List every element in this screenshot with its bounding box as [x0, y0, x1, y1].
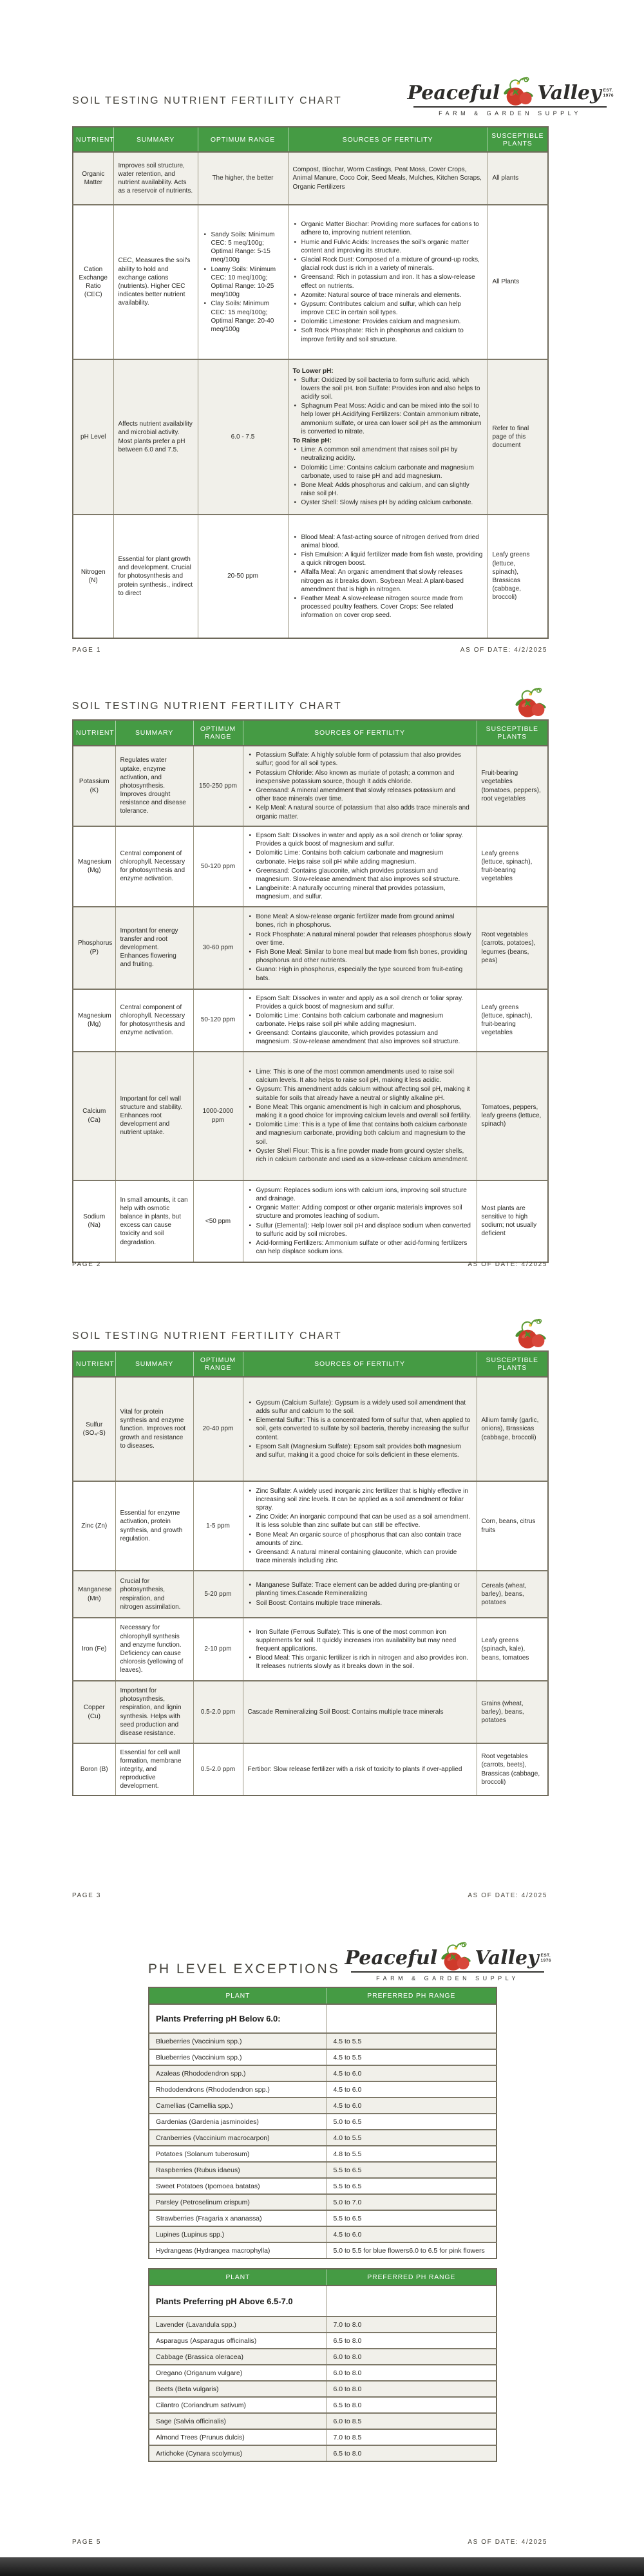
- ph-range-cell: 5.0 to 7.0: [327, 2194, 497, 2210]
- ph-range-cell: 5.5 to 6.5: [327, 2178, 497, 2194]
- column-header: PLANT: [149, 1987, 327, 2004]
- range-bullet: • Sandy Soils: Minimum CEC: 5 meq/100g; Optimal Range: 5-15 meq/100g: [203, 231, 283, 265]
- source-bullet: • Bone Meal: This organic amendment is high in calcium and phosphorus, making it a good choice for improving calcium levels and overall soil fertility.: [248, 1103, 472, 1120]
- column-header: SUMMARY: [113, 127, 198, 152]
- ph-range-cell: 6.5 to 8.0: [327, 2333, 497, 2349]
- plant-cell: Blueberries (Vaccinium spp.): [149, 2033, 327, 2049]
- column-header: PREFERRED PH RANGE: [327, 1987, 497, 2004]
- source-bullet: • Epsom Salt: Dissolves in water and apply as a soil drench or foliar spray. Provides a quick boost of magnesium and sulfur.: [248, 994, 472, 1011]
- table-row: [73, 907, 548, 989]
- column-header: SOURCES OF FERTILITY: [288, 127, 488, 152]
- page-title: SOIL TESTING NUTRIENT FERTILITY CHART: [72, 701, 342, 712]
- source-bullet: • Greensand: A mineral amendment that slowly releases potassium and other trace minerals over time.: [248, 786, 472, 803]
- table-header-row: [149, 1987, 497, 2004]
- section-row: [149, 2004, 497, 2033]
- table-row: [149, 2242, 497, 2259]
- page-title: SOIL TESTING NUTRIENT FERTILITY CHART: [72, 1331, 342, 1341]
- summary-cell: Essential for cell wall formation, membrane integrity, and reproductive development.: [115, 1743, 193, 1795]
- column-header: NUTRIENT: [73, 1351, 115, 1377]
- source-bullet: • Dolomitic Lime: Contains both calcium carbonate and magnesium carbonate. Helps raise soil pH while adding magnesium.: [248, 1012, 472, 1028]
- table-row: [73, 1377, 548, 1481]
- table-row: [149, 2194, 497, 2210]
- source-bullet: • Kelp Meal: A natural source of potassium that also adds trace minerals and organic matter.: [248, 804, 472, 820]
- table-row: [149, 2146, 497, 2162]
- table-row: [149, 2081, 497, 2098]
- plant-cell: Lupines (Lupinus spp.): [149, 2226, 327, 2242]
- nutrient-cell: Zinc (Zn): [73, 1481, 115, 1571]
- table-row: [149, 2065, 497, 2081]
- table-header-row: [73, 1351, 548, 1377]
- tomato-icon: [500, 75, 536, 107]
- table-row: [149, 2365, 497, 2381]
- column-header: NUTRIENT: [73, 127, 113, 152]
- nutrient-cell: Organic Matter: [73, 152, 113, 205]
- sources-subheading: To Raise pH:: [292, 437, 332, 444]
- source-bullet: • Sulfur: Oxidized by soil bacteria to form sulfuric acid, which lowers the soil pH. Iron Sulfate: Provides iron and also helps to acidify soil.: [293, 376, 483, 402]
- table-row: [73, 1052, 548, 1180]
- page-number: PAGE 3: [72, 1892, 101, 1899]
- as-of-date: AS OF DATE: 4/2/2025: [460, 647, 547, 654]
- summary-cell: Essential for enzyme activation, protein synthesis, and growth regulation.: [115, 1481, 193, 1571]
- optimum-range-cell: <50 ppm: [193, 1180, 243, 1262]
- source-bullet: • Greensand: Contains glauconite, which provides potassium and magnesium. Slow-release amendment that also improves soil structure.: [248, 1029, 472, 1046]
- table-row: [73, 515, 548, 638]
- susceptible-cell: Leafy greens (lettuce, spinach), Brassicas (cabbage, broccoli): [488, 515, 548, 638]
- susceptible-cell: Cereals (wheat, barley), beans, potatoes: [477, 1571, 548, 1618]
- sources-text: Cascade Remineralizing Soil Boost: Contains multiple trace minerals: [247, 1708, 444, 1716]
- optimum-range-cell: 50-120 ppm: [193, 989, 243, 1052]
- logo-word-valley: Valley: [537, 82, 601, 104]
- as-of-date: AS OF DATE: 4/2025: [468, 1261, 547, 1268]
- source-bullet: • Dolomitic Lime: Contains both calcium carbonate and magnesium carbonate. Helps raise soil pH while adding magnesium.: [248, 849, 472, 866]
- source-bullet: • Manganese Sulfate: Trace element can be added during pre-planting or planting times.Cascade Remineralizing: [248, 1581, 472, 1598]
- section-title: Plants Preferring pH Above 6.5-7.0: [149, 2286, 327, 2316]
- susceptible-cell: Root vegetables (carrots, potatoes), legumes (beans, peas): [477, 907, 548, 989]
- plant-cell: Camellias (Camellia spp.): [149, 2098, 327, 2114]
- page-number: PAGE 5: [72, 2539, 101, 2546]
- table-row: [73, 1571, 548, 1618]
- nutrient-cell: Calcium (Ca): [73, 1052, 115, 1180]
- source-bullet: • Elemental Sulfur: This is a concentrated form of sulfur that, when applied to soil, gets converted to sulfate by soil bacteria, thereby increasing the sulfur content.: [248, 1416, 472, 1442]
- plant-cell: Rhododendrons (Rhododendron spp.): [149, 2081, 327, 2098]
- source-bullet: • Epsom Salt: Dissolves in water and apply as a soil drench or foliar spray. Provides a quick boost of magnesium and sulfur.: [248, 831, 472, 848]
- tomato-icon: [438, 1940, 474, 1972]
- ph-range-cell: 7.0 to 8.5: [327, 2429, 497, 2445]
- susceptible-cell: Leafy greens (lettuce, spinach), fruit-bearing vegetables: [477, 826, 548, 907]
- summary-cell: In small amounts, it can help with osmotic balance in plants, but excess can cause toxicity and soil degradation.: [115, 1180, 193, 1262]
- summary-cell: Crucial for photosynthesis, respiration, and nitrogen assimilation.: [115, 1571, 193, 1618]
- plant-cell: Sage (Salvia officinalis): [149, 2413, 327, 2429]
- table-row: [73, 359, 548, 515]
- sources-text: Compost, Biochar, Worm Castings, Peat Moss, Cover Crops, Animal Manure, Coco Coir, Seed Meals, Mulches, Kitchen Scraps, Organic Fertilizers: [292, 166, 482, 191]
- sources-cell: [243, 1618, 477, 1681]
- source-bullet: • Gypsum: This amendment adds calcium without affecting soil pH, making it suitable for soils that already have a neutral or slightly alkaline pH.: [248, 1085, 472, 1102]
- table-row: [73, 1618, 548, 1681]
- source-bullet: • Oyster Shell Flour: This is a fine powder made from ground oyster shells, rich in calcium carbonate and used as a slow-release calcium amendment.: [248, 1147, 472, 1164]
- nutrient-cell: Manganese (Mn): [73, 1571, 115, 1618]
- logo-est-text: EST. 1976: [540, 1953, 551, 1963]
- plant-cell: Azaleas (Rhododendron spp.): [149, 2065, 327, 2081]
- ph-table-below-6: [148, 1987, 497, 2259]
- ph-range-cell: 5.5 to 6.5: [327, 2162, 497, 2178]
- plant-cell: Cranberries (Vaccinium macrocarpon): [149, 2130, 327, 2146]
- optimum-range-cell: 5-20 ppm: [193, 1571, 243, 1618]
- source-bullet: • Bone Meal: An organic source of phosphorus that can also contain trace amounts of zinc.: [248, 1531, 472, 1548]
- plant-cell: Artichoke (Cynara scolymus): [149, 2445, 327, 2461]
- source-bullet: • Bone Meal: Adds phosphorus and calcium, and can slightly raise soil pH.: [293, 481, 483, 498]
- sources-subheading: To Lower pH:: [292, 367, 334, 375]
- nutrient-cell: Magnesium (Mg): [73, 826, 115, 907]
- source-bullet: • Gypsum: Replaces sodium ions with calcium ions, improving soil structure and drainage.: [248, 1186, 472, 1203]
- susceptible-cell: Fruit-bearing vegetables (tomatoes, peppers), root vegetables: [477, 746, 548, 826]
- logo-wordmark: [407, 82, 614, 104]
- source-bullet: • Dolomitic Lime: This is a type of lime that contains both calcium carbonate and magnesium carbonate, providing both calcium and magnesium to the soil.: [248, 1121, 472, 1146]
- column-header: SOURCES OF FERTILITY: [243, 1351, 477, 1377]
- column-header: SUMMARY: [115, 720, 193, 746]
- source-bullet: • Greensand: Rich in potassium and iron. It has a slow-release effect on nutrients.: [293, 273, 483, 290]
- table-row: [149, 2397, 497, 2413]
- table-row: [73, 205, 548, 359]
- sources-cell: [288, 152, 488, 205]
- nutrient-table-page-2: [72, 719, 549, 1263]
- ph-range-cell: 4.5 to 5.5: [327, 2033, 497, 2049]
- page-number: PAGE 1: [72, 647, 101, 654]
- table-row: [149, 2049, 497, 2065]
- source-bullet: • Potassium Sulfate: A highly soluble form of potassium that also provides sulfur; good for all soil types.: [248, 751, 472, 768]
- column-header: PREFERRED PH RANGE: [327, 2269, 497, 2286]
- logo-word-valley: Valley: [475, 1947, 539, 1969]
- sources-cell: [288, 205, 488, 359]
- plant-cell: Oregano (Origanum vulgare): [149, 2365, 327, 2381]
- plant-cell: Potatoes (Solanum tuberosum): [149, 2146, 327, 2162]
- plant-cell: Lavender (Lavandula spp.): [149, 2316, 327, 2333]
- nutrient-cell: Copper (Cu): [73, 1681, 115, 1743]
- table-row: [149, 2445, 497, 2461]
- nutrient-cell: Cation Exchange Ratio (CEC): [73, 205, 113, 359]
- source-bullet: • Soft Rock Phosphate: Rich in phosphorus and calcium to improve fertility and soil structure.: [293, 327, 483, 343]
- column-header: NUTRIENT: [73, 720, 115, 746]
- source-bullet: • Iron Sulfate (Ferrous Sulfate): This is one of the most common iron supplements for soil. It quickly increases iron availability but may need frequent applications.: [248, 1628, 472, 1654]
- sources-cell: [243, 989, 477, 1052]
- table-row: [149, 2098, 497, 2114]
- source-bullet: • Soil Boost: Contains multiple trace minerals.: [248, 1599, 472, 1607]
- source-bullet: • Lime: A common soil amendment that raises soil pH by neutralizing acidity.: [293, 446, 483, 462]
- nutrient-cell: Iron (Fe): [73, 1618, 115, 1681]
- source-bullet: • Greensand: Contains glauconite, which provides potassium and magnesium. Slow-release amendment that also improves soil structure.: [248, 867, 472, 884]
- optimum-range-cell: The higher, the better: [198, 152, 288, 205]
- table-row: [149, 2349, 497, 2365]
- ph-range-cell: 5.0 to 5.5 for blue flowers6.0 to 6.5 for pink flowers: [327, 2242, 497, 2259]
- plant-cell: Strawberries (Fragaria x ananassa): [149, 2210, 327, 2226]
- logo-est-text: EST. 1976: [603, 88, 614, 98]
- table-row: [149, 2114, 497, 2130]
- sources-cell: [243, 1743, 477, 1795]
- column-header: OPTIMUM RANGE: [193, 720, 243, 746]
- ph-range-cell: 6.0 to 8.5: [327, 2413, 497, 2429]
- plant-cell: Raspberries (Rubus idaeus): [149, 2162, 327, 2178]
- summary-cell: Central component of chlorophyll. Necessary for photosynthesis and enzyme activation.: [115, 989, 193, 1052]
- table-row: [149, 2316, 497, 2333]
- tomato-icon: [512, 1316, 549, 1350]
- logo-word-peaceful: Peaceful: [407, 82, 500, 104]
- nutrient-cell: Magnesium (Mg): [73, 989, 115, 1052]
- nutrient-cell: Phosphorus (P): [73, 907, 115, 989]
- ph-range-cell: 5.5 to 6.5: [327, 2210, 497, 2226]
- optimum-range-cell: [198, 205, 288, 359]
- source-bullet: • Potassium Chloride: Also known as muriate of potash; a common and inexpensive potassium source, though it adds chloride.: [248, 769, 472, 786]
- plant-cell: Cabbage (Brassica oleracea): [149, 2349, 327, 2365]
- susceptible-cell: Corn, beans, citrus fruits: [477, 1481, 548, 1571]
- table-row: [73, 152, 548, 205]
- susceptible-cell: Leafy greens (spinach, kale), beans, tomatoes: [477, 1618, 548, 1681]
- ph-table: [148, 2268, 497, 2462]
- ph-range-cell: 6.5 to 8.0: [327, 2445, 497, 2461]
- sources-cell: [243, 1052, 477, 1180]
- logo-tagline: FARM & GARDEN SUPPLY: [439, 110, 582, 117]
- plant-cell: Parsley (Petroselinum crispum): [149, 2194, 327, 2210]
- source-bullet: • Blood Meal: A fast-acting source of nitrogen derived from dried animal blood.: [293, 533, 483, 550]
- section-title: Plants Preferring pH Below 6.0:: [149, 2004, 327, 2033]
- table-row: [73, 1481, 548, 1571]
- ph-range-cell: 4.5 to 6.0: [327, 2081, 497, 2098]
- as-of-date: AS OF DATE: 4/2025: [468, 2539, 547, 2546]
- ph-range-cell: 7.0 to 8.0: [327, 2316, 497, 2333]
- source-bullet: • Organic Matter Biochar: Providing more surfaces for cations to adhere to, improving nutrient retention.: [293, 220, 483, 237]
- table-row: [73, 1681, 548, 1743]
- ph-range-cell: 6.5 to 8.0: [327, 2397, 497, 2413]
- nutrient-cell: Nitrogen (N): [73, 515, 113, 638]
- column-header: SUSCEPTIBLE PLANTS: [477, 1351, 548, 1377]
- source-bullet: • Dolomitic Lime: Contains calcium carbonate and magnesium carbonate, used to raise pH and add magnesium.: [293, 464, 483, 480]
- source-bullet: • Oyster Shell: Slowly raises pH by adding calcium carbonate.: [293, 498, 483, 507]
- ph-range-cell: 6.0 to 8.0: [327, 2349, 497, 2365]
- nutrient-table: [72, 1350, 549, 1796]
- ph-table: [148, 1987, 497, 2259]
- peaceful-valley-logo: [345, 1947, 551, 1982]
- source-bullet: • Sulfur (Elemental): Help lower soil pH and displace sodium when converted to sulfuric acid by soil microbes.: [248, 1222, 472, 1238]
- table-row: [149, 2381, 497, 2397]
- summary-cell: Improves soil structure, water retention, and nutrient availability. Acts as a reservoir of nutrients.: [113, 152, 198, 205]
- source-bullet: • Sphagnum Peat Moss: Acidic and can be mixed into the soil to help lower pH.Acidifying Fertilizers: Contain ammonium nitrate, ammonium sulfate, or urea can lower soil pH as the ammonium is converted to nitrate.: [293, 402, 483, 436]
- range-bullet: • Loamy Soils: Minimum CEC: 10 meq/100g; Optimal Range: 10-25 meq/100g: [203, 265, 283, 299]
- source-bullet: • Lime: This is one of the most common amendments used to raise soil calcium levels. It also helps to raise soil pH, making it less acidic.: [248, 1068, 472, 1084]
- source-bullet: • Gypsum (Calcium Sulfate): Gypsum is a widely used soil amendment that adds sulfur and calcium to the soil.: [248, 1399, 472, 1416]
- optimum-range-cell: 0.5-2.0 ppm: [193, 1681, 243, 1743]
- nutrient-cell: Sodium (Na): [73, 1180, 115, 1262]
- table-header-row: [73, 720, 548, 746]
- table-row: [149, 2033, 497, 2049]
- source-bullet: • Guano: High in phosphorus, especially the type sourced from fruit-eating bats.: [248, 965, 472, 982]
- summary-cell: Important for cell wall structure and stability. Enhances root development and nutrient uptake.: [115, 1052, 193, 1180]
- column-header: SOURCES OF FERTILITY: [243, 720, 477, 746]
- logo-wordmark: [345, 1947, 551, 1969]
- column-header: SUSCEPTIBLE PLANTS: [477, 720, 548, 746]
- source-bullet: • Feather Meal: A slow-release nitrogen source made from processed poultry feathers. Cover Crops: See related information on cover crop seed.: [293, 594, 483, 620]
- susceptible-cell: All plants: [488, 152, 548, 205]
- source-bullet: • Azomite: Natural source of trace minerals and elements.: [293, 291, 483, 299]
- susceptible-cell: Leafy greens (lettuce, spinach), fruit-bearing vegetables: [477, 989, 548, 1052]
- summary-cell: CEC, Measures the soil's ability to hold and exchange cations (nutrients). Higher CEC indicates better nutrient availability.: [113, 205, 198, 359]
- source-bullet: • Glacial Rock Dust: Composed of a mixture of ground-up rocks, glacial rock dust is rich in a variety of minerals.: [293, 256, 483, 272]
- table-row: [73, 826, 548, 907]
- summary-cell: Regulates water uptake, enzyme activation, and photosynthesis. Improves drought resistance and disease tolerance.: [115, 746, 193, 826]
- summary-cell: Affects nutrient availability and microbial activity. Most plants prefer a pH between 6.0 and 7.5.: [113, 359, 198, 515]
- ph-range-cell: 4.5 to 6.0: [327, 2226, 497, 2242]
- column-header: PLANT: [149, 2269, 327, 2286]
- source-bullet: • Gypsum: Contributes calcium and sulfur, which can help improve CEC in certain soil types.: [293, 300, 483, 317]
- source-bullet: • Bone Meal: A slow-release organic fertilizer made from ground animal bones, rich in phosphorus.: [248, 913, 472, 929]
- susceptible-cell: Refer to final page of this document: [488, 359, 548, 515]
- as-of-date: AS OF DATE: 4/2025: [468, 1892, 547, 1899]
- sources-cell: [243, 1681, 477, 1743]
- plant-cell: Cilantro (Coriandrum sativum): [149, 2397, 327, 2413]
- susceptible-cell: Tomatoes, peppers, leafy greens (lettuce, spinach): [477, 1052, 548, 1180]
- peaceful-valley-logo: [407, 82, 614, 117]
- plant-cell: Gardenias (Gardenia jasminoides): [149, 2114, 327, 2130]
- susceptible-cell: Most plants are sensitive to high sodium; not usually deficient: [477, 1180, 548, 1262]
- column-header: SUMMARY: [115, 1351, 193, 1377]
- susceptible-cell: All Plants: [488, 205, 548, 359]
- table-row: [149, 2333, 497, 2349]
- sources-cell: [243, 1180, 477, 1262]
- source-bullet: • Fish Bone Meal: Similar to bone meal but made from fish bones, providing phosphorus and other nutrients.: [248, 948, 472, 965]
- page-title: PH LEVEL EXCEPTIONS: [148, 1962, 340, 1976]
- sources-cell: [243, 1571, 477, 1618]
- source-bullet: • Dolomitic Limestone: Provides calcium and magnesium.: [293, 317, 483, 326]
- section-empty-cell: [327, 2286, 497, 2316]
- optimum-range-cell: 150-250 ppm: [193, 746, 243, 826]
- optimum-range-cell: 20-40 ppm: [193, 1377, 243, 1481]
- ph-range-cell: 4.5 to 6.0: [327, 2065, 497, 2081]
- plant-cell: Blueberries (Vaccinium spp.): [149, 2049, 327, 2065]
- optimum-range-cell: 0.5-2.0 ppm: [193, 1743, 243, 1795]
- sources-cell: [288, 359, 488, 515]
- summary-cell: Necessary for chlorophyll synthesis and enzyme function. Deficiency can cause chlorosis (yellowing of leaves).: [115, 1618, 193, 1681]
- ph-range-cell: 4.8 to 5.5: [327, 2146, 497, 2162]
- nutrient-cell: Sulfur (SO₄-S): [73, 1377, 115, 1481]
- nutrient-table: [72, 126, 549, 639]
- table-row: [73, 746, 548, 826]
- section-empty-cell: [327, 2004, 497, 2033]
- susceptible-cell: Grains (wheat, barley), beans, potatoes: [477, 1681, 548, 1743]
- source-bullet: • Alfalfa Meal: An organic amendment that slowly releases nitrogen as it breaks down. Soybean Meal: A plant-based amendment that is high in nitrogen.: [293, 568, 483, 594]
- column-header: OPTIMUM RANGE: [198, 127, 288, 152]
- ph-range-cell: 4.0 to 5.5: [327, 2130, 497, 2146]
- window-bottom-edge: [0, 2557, 644, 2576]
- source-bullet: • Organic Matter: Adding compost or other organic materials improves soil structure and promotes leaching of sodium.: [248, 1204, 472, 1220]
- susceptible-cell: Root vegetables (carrots, beets), Brassicas (cabbage, broccoli): [477, 1743, 548, 1795]
- source-bullet: • Zinc Oxide: An inorganic compound that can be used as a soil amendment. It is less soluble than zinc sulfate but can still be effective.: [248, 1513, 472, 1530]
- optimum-range-cell: 30-60 ppm: [193, 907, 243, 989]
- summary-cell: Important for photosynthesis, respiration, and lignin synthesis. Helps with seed production and disease resistance.: [115, 1681, 193, 1743]
- tomato-icon: [512, 685, 549, 719]
- summary-cell: Central component of chlorophyll. Necessary for photosynthesis and enzyme activation.: [115, 826, 193, 907]
- optimum-range-cell: 1000-2000 ppm: [193, 1052, 243, 1180]
- summary-cell: Important for energy transfer and root development. Enhances flowering and fruiting.: [115, 907, 193, 989]
- sources-cell: [243, 746, 477, 826]
- table-header-row: [73, 127, 548, 152]
- table-header-row: [149, 2269, 497, 2286]
- source-bullet: • Rock Phosphate: A natural mineral powder that releases phosphorus slowly over time.: [248, 931, 472, 947]
- source-bullet: • Humic and Fulvic Acids: Increases the soil's organic matter content and improving its structure.: [293, 238, 483, 255]
- nutrient-cell: Boron (B): [73, 1743, 115, 1795]
- optimum-range-cell: 20-50 ppm: [198, 515, 288, 638]
- source-bullet: • Zinc Sulfate: A widely used inorganic zinc fertilizer that is highly effective in increasing soil zinc levels. It can be applied as a soil amendment or foliar spray.: [248, 1487, 472, 1513]
- plant-cell: Beets (Beta vulgaris): [149, 2381, 327, 2397]
- nutrient-table: [72, 719, 549, 1263]
- column-header: SUSCEPTIBLE PLANTS: [488, 127, 548, 152]
- source-bullet: • Fish Emulsion: A liquid fertilizer made from fish waste, providing a quick nitrogen boost.: [293, 551, 483, 567]
- sources-text: Fertibor: Slow release fertilizer with a risk of toxicity to plants if over-applied: [247, 1765, 462, 1773]
- source-bullet: • Acid-forming Fertilizers: Ammonium sulfate or other acid-forming fertilizers can help displace sodium ions.: [248, 1239, 472, 1256]
- page-number: PAGE 2: [72, 1261, 101, 1268]
- plant-cell: Sweet Potatoes (Ipomoea batatas): [149, 2178, 327, 2194]
- source-bullet: • Langbeinite: A naturally occurring mineral that provides potassium, magnesium, and sulfur.: [248, 884, 472, 901]
- nutrient-cell: Potassium (K): [73, 746, 115, 826]
- table-row: [149, 2178, 497, 2194]
- sources-cell: [288, 515, 488, 638]
- sources-cell: [243, 907, 477, 989]
- nutrient-table-page-3: [72, 1350, 549, 1796]
- summary-cell: Essential for plant growth and development. Crucial for photosynthesis and protein synthesis., indirect to direct: [113, 515, 198, 638]
- ph-table-above-6-5: [148, 2268, 497, 2462]
- source-bullet: • Blood Meal: This organic fertilizer is rich in nitrogen and also provides iron. It releases nutrients slowly as it breaks down in the soil.: [248, 1654, 472, 1671]
- sources-cell: [243, 826, 477, 907]
- page-title: SOIL TESTING NUTRIENT FERTILITY CHART: [72, 95, 342, 106]
- table-row: [149, 2413, 497, 2429]
- table-row: [149, 2226, 497, 2242]
- source-bullet: • Greensand: A natural mineral containing glauconite, which can provide trace minerals including zinc.: [248, 1548, 472, 1565]
- ph-range-cell: 4.5 to 5.5: [327, 2049, 497, 2065]
- column-header: OPTIMUM RANGE: [193, 1351, 243, 1377]
- optimum-range-cell: 1-5 ppm: [193, 1481, 243, 1571]
- plant-cell: Almond Trees (Prunus dulcis): [149, 2429, 327, 2445]
- table-row: [149, 2162, 497, 2178]
- table-row: [149, 2210, 497, 2226]
- table-row: [73, 1180, 548, 1262]
- summary-cell: Vital for protein synthesis and enzyme function. Improves root growth and resistance to diseases.: [115, 1377, 193, 1481]
- table-row: [149, 2130, 497, 2146]
- section-row: [149, 2286, 497, 2316]
- source-bullet: • Epsom Salt (Magnesium Sulfate): Epsom salt provides both magnesium and sulfur, making it a good choice for soils deficient in these elements.: [248, 1443, 472, 1459]
- sources-cell: [243, 1481, 477, 1571]
- table-row: [73, 989, 548, 1052]
- range-bullet: • Clay Soils: Minimum CEC: 15 meq/100g; Optimal Range: 20-40 meq/100g: [203, 299, 283, 334]
- ph-range-cell: 6.0 to 8.0: [327, 2365, 497, 2381]
- ph-range-cell: 4.5 to 6.0: [327, 2098, 497, 2114]
- susceptible-cell: Allium family (garlic, onions), Brassicas (cabbage, broccoli): [477, 1377, 548, 1481]
- table-row: [73, 1743, 548, 1795]
- nutrient-cell: pH Level: [73, 359, 113, 515]
- optimum-range-cell: 2-10 ppm: [193, 1618, 243, 1681]
- optimum-range-cell: 50-120 ppm: [193, 826, 243, 907]
- ph-range-cell: 5.0 to 6.5: [327, 2114, 497, 2130]
- nutrient-table-page-1: [72, 126, 549, 639]
- ph-range-cell: 6.0 to 8.0: [327, 2381, 497, 2397]
- plant-cell: Hydrangeas (Hydrangea macrophylla): [149, 2242, 327, 2259]
- logo-tagline: FARM & GARDEN SUPPLY: [376, 1975, 519, 1982]
- sources-cell: [243, 1377, 477, 1481]
- optimum-range-cell: 6.0 - 7.5: [198, 359, 288, 515]
- table-row: [149, 2429, 497, 2445]
- logo-word-peaceful: Peaceful: [345, 1947, 438, 1969]
- plant-cell: Asparagus (Asparagus officinalis): [149, 2333, 327, 2349]
